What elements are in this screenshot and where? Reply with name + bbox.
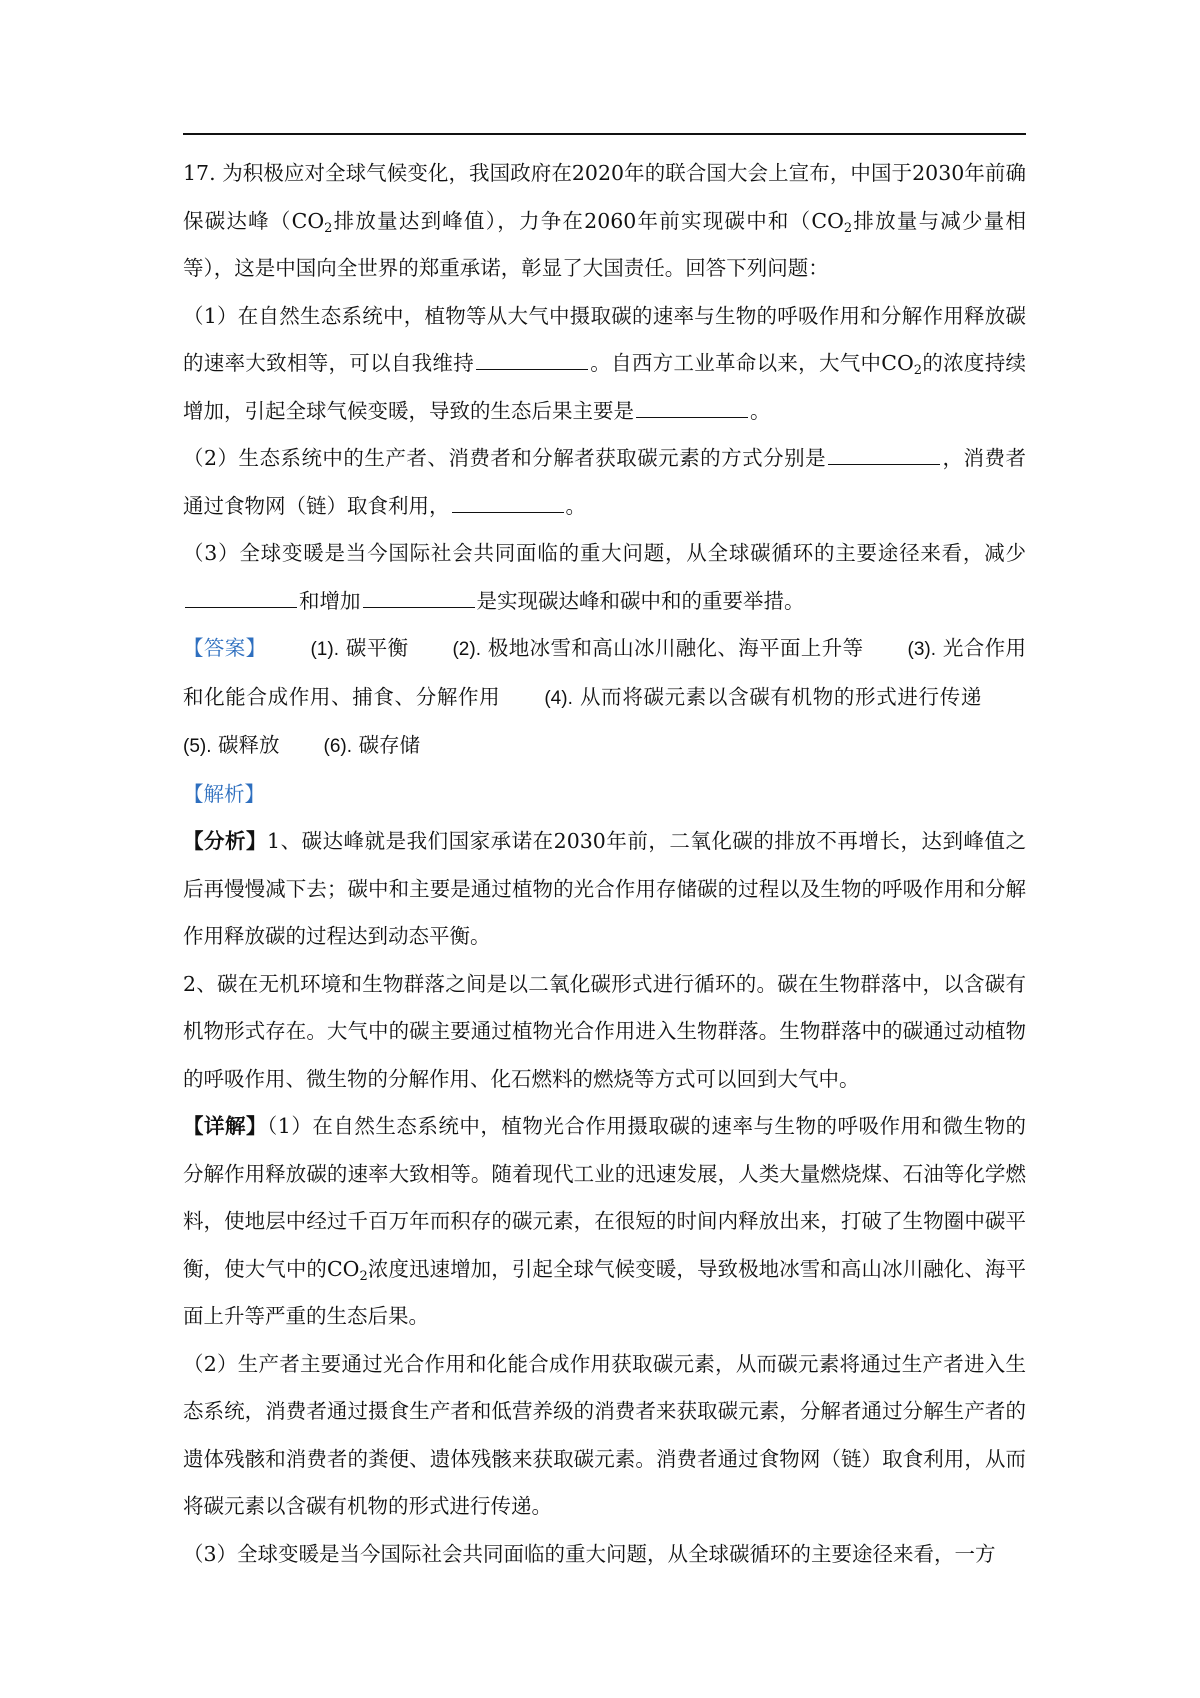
question-part-2 (183, 435, 1026, 530)
answer-text: 碳释放 (218, 733, 280, 757)
analysis-text: 2、碳在无机环境和生物群落之间是以二氧化碳形式进行循环的。碳在生物群落中，以含碳有机物形式存在。大气中的碳主要通过植物光合作用进入生物群落。生物群落中的碳通过动植物的呼吸作用、微生物的分解作用、化石燃料的燃烧等方式可以回到大气中。 (183, 971, 1026, 1091)
question-stem (183, 150, 1026, 293)
part-text: （3）全球变暖是当今国际社会共同面临的重大问题，从全球碳循环的主要途径来看，减少 (183, 541, 1026, 565)
answer-text: 从而将碳元素以含碳有机物的形式进行传递 (580, 684, 982, 709)
answer-blank (828, 437, 940, 465)
xiangjie-tag: 【详解】 (183, 1114, 268, 1138)
analysis-fenxi-1 (183, 818, 1026, 961)
analysis-tag: 【解析】 (183, 781, 265, 806)
part-text: （1）在自然生态系统中，植物等从大气中摄取碳的速率与生物的呼吸作用和分解作用释放碳的速率大致相等，可以自我维持 (183, 303, 1026, 375)
part-text: 。 (565, 493, 586, 518)
part-text: 的浓度持续增加，引起全球气候变暖，导致的生态后果主要是 (183, 351, 1027, 423)
answer-text: 碳平衡 (345, 636, 409, 660)
answer-blank (476, 342, 588, 370)
answer-number: (4). (544, 687, 573, 709)
document-content (183, 150, 1026, 1578)
part-text: （2）生态系统中的生产者、消费者和分解者获取碳元素的方式分别是 (183, 446, 827, 470)
answer-number: (2). (452, 639, 481, 660)
analysis-fenxi-2 (183, 961, 1026, 1104)
answer-text: 光合作用和化能合成作用、捕食、分解作用 (183, 636, 1026, 709)
part-text: 。自西方工业革命以来，大气中CO (590, 351, 914, 375)
answer-blank (452, 485, 564, 513)
analysis-xiangjie-2 (183, 1341, 1026, 1531)
header-rule (183, 133, 1026, 135)
analysis-text: 1、碳达峰就是我们国家承诺在2030年前，二氧化碳的排放不再增长，达到峰值之后再慢慢减下去；碳中和主要是通过植物的光合作用存储碳的过程以及生物的呼吸作用和分解作用释放碳的过程达到动态平衡。 (183, 829, 1026, 948)
analysis-text: （1）在自然生态系统中，植物光合作用摄取碳的速率与生物的呼吸作用和微生物的分解作用释放碳的速率大致相等。随着现代工业的迅速发展，人类大量燃烧煤、石油等化学燃料，使地层中经过千百万年而积存的碳元素，在很短的时间内释放出来，打破了生物圈中碳平衡，使大气中的CO (183, 1114, 1027, 1281)
question-part-3 (183, 530, 1026, 625)
subscript: 2 (324, 220, 333, 236)
answer-number: (6). (323, 736, 353, 757)
part-text: ，消费者通过食物网（链）取食利用， (183, 446, 1026, 518)
answer-number: (5). (183, 736, 212, 757)
question-text: 排放量达到峰值），力争在2060年前实现碳中和（CO (332, 208, 844, 233)
answer-section (183, 625, 1026, 771)
answer-blank (636, 390, 748, 418)
question-text: 排放量与减少量相等），这是中国向全世界的郑重承诺，彰显了大国责任。回答下列问题： (183, 208, 1026, 280)
question-part-1 (183, 293, 1026, 436)
analysis-xiangjie-3 (183, 1531, 1026, 1579)
fenxi-tag: 【分析】 (183, 829, 268, 853)
answer-blank (363, 580, 475, 608)
analysis-text: （2）生产者主要通过光合作用和化能合成作用获取碳元素，从而碳元素将通过生产者进入生态系统，消费者通过摄食生产者和低营养级的消费者来获取碳元素，分解者通过分解生产者的遗体残骸和消费者的粪便、遗体残骸来获取碳元素。消费者通过食物网（链）取食利用，从而将碳元素以含碳有机物的形式进行传递。 (183, 1351, 1026, 1518)
subscript: 2 (913, 363, 923, 378)
subscript: 2 (359, 1268, 368, 1284)
question-text: 17. 为积极应对全球气候变化，我国政府在2020年的联合国大会上宣布，中国于2030年前确保碳达峰（CO (183, 161, 1026, 233)
answer-number: (3). (907, 639, 936, 660)
analysis-heading (183, 771, 1026, 819)
part-text: 。 (750, 398, 771, 423)
analysis-text: （3）全球变暖是当今国际社会共同面临的重大问题，从全球碳循环的主要途径来看，一方 (183, 1541, 996, 1566)
subscript: 2 (843, 220, 853, 236)
part-text: 和增加 (299, 588, 361, 613)
answer-text: 极地冰雪和高山冰川融化、海平面上升等 (487, 636, 864, 660)
answer-number: (1). (310, 639, 339, 660)
part-text: 是实现碳达峰和碳中和的重要举措。 (476, 588, 805, 613)
answer-tag: 【答案】 (183, 636, 267, 660)
answer-blank (185, 580, 297, 608)
answer-text: 碳存储 (358, 733, 421, 757)
analysis-xiangjie-1 (183, 1103, 1026, 1341)
analysis-text: 浓度迅速增加，引起全球气候变暖，导致极地冰雪和高山冰川融化、海平面上升等严重的生态后果。 (183, 1256, 1026, 1328)
